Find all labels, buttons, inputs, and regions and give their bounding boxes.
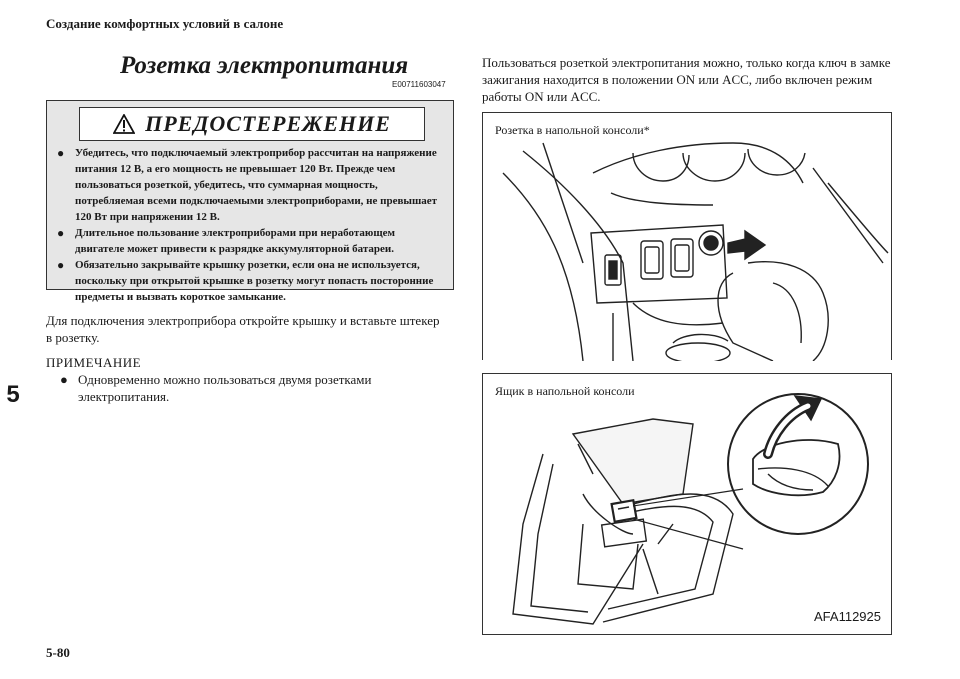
bullet-icon: ● (57, 258, 65, 272)
warning-box (46, 100, 454, 303)
warning-label: ПРЕДОСТЕРЕЖЕНИЕ (145, 111, 391, 136)
warning-triangle-icon (113, 114, 135, 134)
figure-label: Розетка в напольной консоли* (495, 123, 650, 137)
console-box-illustration (483, 374, 893, 636)
warning-item: ● Убедитесь, что подключаемый электроприбор рассчитан на напряжение питания 12 В, а его мощность не превышает 120 Вт. Прежде чем пользоваться розеткой, убедитесь, что суммарная мощность, потребляемая всеми подключаемыми электроприборами, не превышает 120 Вт при напряжении 12 В. (57, 146, 438, 223)
warning-list (57, 145, 445, 305)
bullet-icon: ● (57, 226, 65, 240)
floor-console-illustration (483, 113, 893, 361)
instruction-paragraph: Для подключения электроприбора откройте крышку и вставьте штекер в розетку. (46, 313, 440, 345)
warning-item: ● Длительное пользование электроприборами при неработающем двигателе может привести к разрядке аккумуляторной батареи. (57, 226, 395, 255)
bullet-icon: ● (60, 372, 68, 387)
note-item: ● Одновременно можно пользоваться двумя розетками электропитания. (60, 372, 372, 404)
section-tab: 5 (0, 376, 26, 414)
figure-label: Ящик в напольной консоли (495, 384, 635, 398)
warning-header (79, 107, 425, 141)
page-number: 5-80 (46, 645, 70, 660)
running-header: Создание комфортных условий в салоне (46, 16, 284, 31)
section-title: Розетка электропитания (120, 52, 409, 79)
figure-console-box-outlet (482, 373, 892, 635)
note-label: ПРИМЕЧАНИЕ (46, 355, 142, 370)
figure-floor-console-outlet (482, 112, 892, 360)
bullet-icon: ● (57, 146, 65, 160)
figure-code: AFA112925 (814, 609, 881, 624)
intro-paragraph: Пользоваться розеткой электропитания можно, только когда ключ в замке зажигания находится в положении ON или ACC, либо включен режим работы ON или ACC. (482, 55, 891, 104)
warning-item: ● Обязательно закрывайте крышку розетки, если она не используется, поскольку при открытой крышке в розетку могут попасть посторонние предметы и вызвать короткое замыкание. (57, 258, 434, 303)
section-code: E00711603047 (392, 80, 446, 89)
